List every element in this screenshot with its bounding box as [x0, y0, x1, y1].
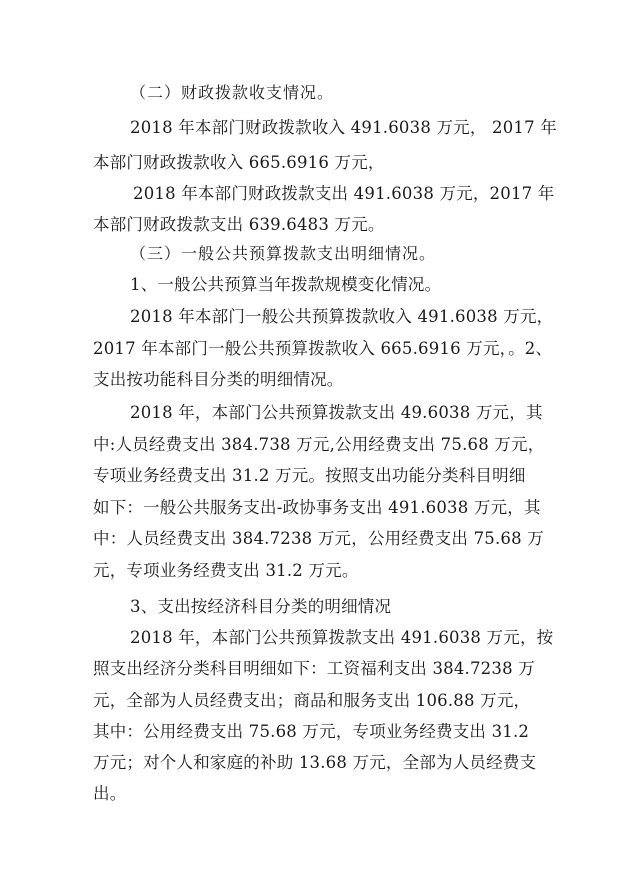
- paragraph-line: 万元；对个人和家庭的补助 13.68 万元，全部为人员经费支: [93, 753, 537, 772]
- paragraph-line: 支出按功能科目分类的明细情况。: [93, 370, 344, 389]
- paragraph-line: 2018 年，本部门公共预算拨款支出 49.6038 万元，其: [130, 403, 543, 422]
- paragraph-line: 2018 年本部门一般公共预算拨款收入 491.6038 万元，: [130, 307, 554, 326]
- paragraph-line: 出。: [93, 784, 127, 803]
- paragraph-line: 元，全部为人员经费支出；商品和服务支出 106.88 万元，: [93, 691, 531, 710]
- paragraph-line: 2018 年，本部门公共预算拨款支出 491.6038 万元，按: [130, 628, 554, 647]
- paragraph-line: 专项业务经费支出 31.2 万元。按照支出功能分类科目明细: [93, 466, 526, 485]
- subsection-heading: 3、支出按经济科目分类的明细情况: [130, 597, 392, 616]
- paragraph-line: 元，专项业务经费支出 31.2 万元。: [93, 561, 359, 580]
- paragraph-line: 2017 年本部门一般公共预算拨款收入 665.6916 万元，。2、: [93, 339, 553, 358]
- paragraph-line: 2018 年本部门财政拨款支出 491.6038 万元，2017 年: [133, 184, 555, 203]
- paragraph-line: 照支出经济分类科目明细如下：工资福利支出 384.7238 万: [93, 659, 535, 678]
- paragraph-line: 其中：公用经费支出 75.68 万元，专项业务经费支出 31.2: [93, 722, 530, 741]
- paragraph-line: 如下：一般公共服务支出-政协事务支出 491.6038 万元，其: [93, 498, 541, 517]
- paragraph-line: 本部门财政拨款收入 665.6916 万元，: [93, 153, 385, 172]
- paragraph-line: 2018 年本部门财政拨款收入 491.6038 万元， 2017 年: [130, 118, 557, 137]
- paragraph-line: 中:人员经费支出 384.738 万元,公用经费支出 75.68 万元，: [93, 435, 545, 454]
- section-heading-fiscal-appropriation: （二）财政拨款收支情况。: [130, 83, 335, 102]
- paragraph-line: 本部门财政拨款支出 639.6483 万元。: [93, 215, 385, 234]
- paragraph-line: 中：人员经费支出 384.7238 万元，公用经费支出 75.68 万: [93, 529, 544, 548]
- subsection-heading: 1、一般公共预算当年拨款规模变化情况。: [130, 275, 442, 294]
- section-heading-general-budget: （三）一般公共预算拨款支出明细情况。: [130, 244, 437, 263]
